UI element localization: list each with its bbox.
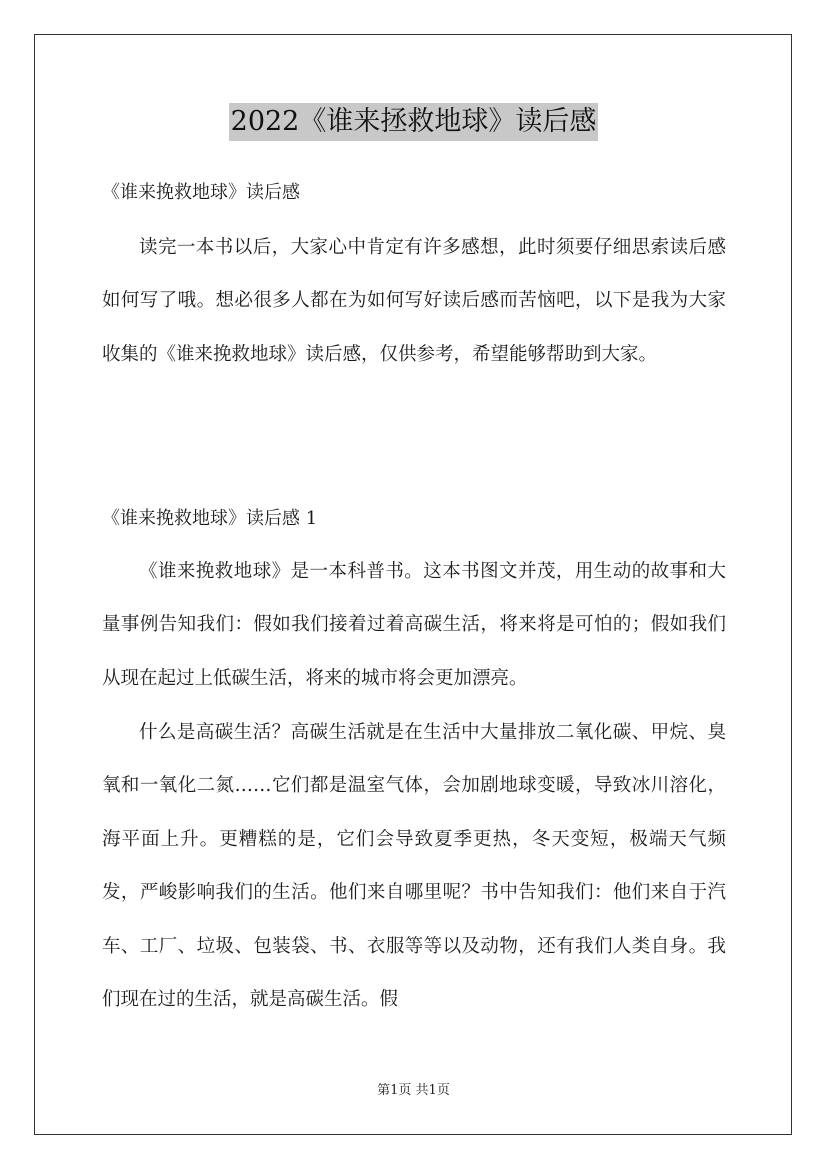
intro-paragraph: 读完一本书以后，大家心中肯定有许多感想，此时须要仔细思索读后感如何写了哦。想必很多人都在为如何写好读后感而苦恼吧，以下是我为大家收集的《谁来挽救地球》读后感，仅供参考，希望能够帮助到大家。 [102,237,726,365]
document-title: 2022《谁来拯救地球》读后感 [229,103,599,141]
title-container [0,103,827,141]
page-number-footer: 第1页 共1页 [377,1083,450,1098]
intro-heading: 《谁来挽救地球》读后感 [102,182,300,203]
section1-heading: 《谁来挽救地球》读后感 1 [102,508,318,529]
section1-paragraph-1: 《谁来挽救地球》是一本科普书。这本书图文并茂，用生动的故事和大量事例告知我们：假如我们接着过着高碳生活，将来将是可怕的；假如我们从现在起过上低碳生活，将来的城市将会更加漂亮。 [102,561,726,689]
section1-paragraph-2: 什么是高碳生活？高碳生活就是在生活中大量排放二氧化碳、甲烷、臭氧和一氧化二氮……它们都是温室气体，会加剧地球变暖，导致冰川溶化，海平面上升。更糟糕的是，它们会导致夏季更热，冬天变短，极端天气频发，严峻影响我们的生活。他们来自哪里呢？书中告知我们：他们来自于汽车、工厂、垃圾、包装袋、书、衣服等等以及动物，还有我们人类自身。我们现在过的生活，就是高碳生活。假 [102,722,726,1011]
